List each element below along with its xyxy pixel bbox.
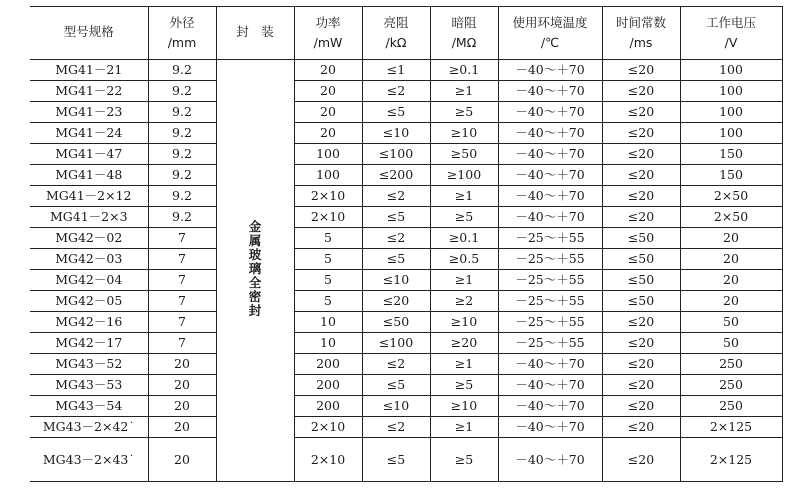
header-package xyxy=(216,7,294,60)
header-time-constant xyxy=(602,7,680,60)
header-time-unit: /ms xyxy=(629,35,653,50)
diameter-cell: 9.2 xyxy=(148,60,216,81)
table-row xyxy=(30,207,782,228)
model-cell: MG41－48 xyxy=(30,165,148,186)
dark-resistance-cell: ≥10 xyxy=(430,312,498,333)
diameter-cell: 20 xyxy=(148,375,216,396)
dark-resistance-cell: ≥10 xyxy=(430,123,498,144)
header-model xyxy=(30,7,148,60)
header-voltage-unit: /V xyxy=(724,35,738,50)
header-light-resistance xyxy=(362,7,430,60)
time-constant-cell: ≤20 xyxy=(602,165,680,186)
power-cell: 20 xyxy=(294,123,362,144)
table-row xyxy=(30,396,782,417)
light-resistance-cell: ≤2 xyxy=(362,417,430,438)
package-label: 金属玻璃全密封 xyxy=(248,219,262,318)
power-cell: 20 xyxy=(294,60,362,81)
dark-resistance-cell: ≥20 xyxy=(430,333,498,354)
time-constant-cell: ≤20 xyxy=(602,144,680,165)
light-resistance-cell: ≤10 xyxy=(362,123,430,144)
time-constant-cell: ≤20 xyxy=(602,312,680,333)
temperature-cell: －40～＋70 xyxy=(498,144,602,165)
time-constant-cell: ≤20 xyxy=(602,102,680,123)
diameter-cell: 7 xyxy=(148,249,216,270)
header-model-label: 型号规格 xyxy=(63,24,114,39)
voltage-cell: 250 xyxy=(680,354,782,375)
diameter-cell: 9.2 xyxy=(148,207,216,228)
header-power-unit: /mW xyxy=(313,35,343,50)
time-constant-cell: ≤50 xyxy=(602,228,680,249)
voltage-cell: 150 xyxy=(680,144,782,165)
light-resistance-cell: ≤2 xyxy=(362,186,430,207)
table-row xyxy=(30,102,782,123)
dark-resistance-cell: ≥1 xyxy=(430,417,498,438)
model-cell: MG41－2×12 xyxy=(30,186,148,207)
power-cell: 20 xyxy=(294,102,362,123)
diameter-cell: 20 xyxy=(148,417,216,438)
table-row xyxy=(30,60,782,81)
dark-resistance-cell: ≥5 xyxy=(430,207,498,228)
power-cell: 10 xyxy=(294,312,362,333)
header-voltage xyxy=(680,7,782,60)
time-constant-cell: ≤20 xyxy=(602,186,680,207)
light-resistance-cell: ≤5 xyxy=(362,438,430,482)
light-resistance-cell: ≤20 xyxy=(362,291,430,312)
dark-resistance-cell: ≥5 xyxy=(430,438,498,482)
model-cell: MG42－17 xyxy=(30,333,148,354)
voltage-cell: 250 xyxy=(680,375,782,396)
dark-resistance-cell: ≥0.1 xyxy=(430,60,498,81)
diameter-cell: 9.2 xyxy=(148,123,216,144)
diameter-cell: 20 xyxy=(148,396,216,417)
table-row xyxy=(30,249,782,270)
dark-resistance-cell: ≥5 xyxy=(430,375,498,396)
temperature-cell: －40～＋70 xyxy=(498,354,602,375)
model-cell: MG43－53 xyxy=(30,375,148,396)
power-cell: 2×10 xyxy=(294,186,362,207)
temperature-cell: －40～＋70 xyxy=(498,102,602,123)
model-cell: MG42－03 xyxy=(30,249,148,270)
package-cell xyxy=(216,60,294,482)
diameter-cell: 7 xyxy=(148,270,216,291)
header-power-label: 功率 xyxy=(315,15,341,30)
header-diameter xyxy=(148,7,216,60)
header-diameter-unit: /mm xyxy=(167,35,197,50)
voltage-cell: 2×125 xyxy=(680,438,782,482)
voltage-cell: 2×125 xyxy=(680,417,782,438)
table-row xyxy=(30,186,782,207)
light-resistance-cell: ≤50 xyxy=(362,312,430,333)
diameter-cell: 9.2 xyxy=(148,102,216,123)
temperature-cell: －40～＋70 xyxy=(498,165,602,186)
model-cell: MG43－2×42˙ xyxy=(30,417,148,438)
model-cell: MG41－22 xyxy=(30,81,148,102)
power-cell: 2×10 xyxy=(294,207,362,228)
table-row xyxy=(30,417,782,438)
diameter-cell: 20 xyxy=(148,438,216,482)
header-voltage-label: 工作电压 xyxy=(705,15,756,30)
header-package-label: 封 装 xyxy=(236,24,274,39)
table-row xyxy=(30,144,782,165)
light-resistance-cell: ≤100 xyxy=(362,333,430,354)
power-cell: 10 xyxy=(294,333,362,354)
table-body xyxy=(30,60,782,482)
model-cell: MG43－52 xyxy=(30,354,148,375)
model-cell: MG42－02 xyxy=(30,228,148,249)
dark-resistance-cell: ≥50 xyxy=(430,144,498,165)
spec-table xyxy=(30,6,783,482)
voltage-cell: 250 xyxy=(680,396,782,417)
dark-resistance-cell: ≥0.1 xyxy=(430,228,498,249)
header-dark-resistance xyxy=(430,7,498,60)
time-constant-cell: ≤20 xyxy=(602,333,680,354)
header-temperature xyxy=(498,7,602,60)
temperature-cell: －40～＋70 xyxy=(498,375,602,396)
time-constant-cell: ≤20 xyxy=(602,354,680,375)
time-constant-cell: ≤20 xyxy=(602,60,680,81)
voltage-cell: 2×50 xyxy=(680,186,782,207)
diameter-cell: 9.2 xyxy=(148,81,216,102)
table-row xyxy=(30,291,782,312)
voltage-cell: 50 xyxy=(680,333,782,354)
power-cell: 2×10 xyxy=(294,438,362,482)
dark-resistance-cell: ≥10 xyxy=(430,396,498,417)
temperature-cell: －25～＋55 xyxy=(498,249,602,270)
dark-resistance-cell: ≥5 xyxy=(430,102,498,123)
model-cell: MG43－54 xyxy=(30,396,148,417)
power-cell: 100 xyxy=(294,165,362,186)
voltage-cell: 20 xyxy=(680,291,782,312)
dark-resistance-cell: ≥1 xyxy=(430,186,498,207)
light-resistance-cell: ≤10 xyxy=(362,396,430,417)
temperature-cell: －25～＋55 xyxy=(498,270,602,291)
header-temp-unit: /℃ xyxy=(540,35,560,50)
diameter-cell: 9.2 xyxy=(148,186,216,207)
header-dark-unit: /MΩ xyxy=(451,35,477,50)
light-resistance-cell: ≤100 xyxy=(362,144,430,165)
header-power xyxy=(294,7,362,60)
voltage-cell: 50 xyxy=(680,312,782,333)
diameter-cell: 7 xyxy=(148,312,216,333)
model-cell: MG41－21 xyxy=(30,60,148,81)
time-constant-cell: ≤20 xyxy=(602,396,680,417)
header-temp-label: 使用环境温度 xyxy=(512,15,588,30)
light-resistance-cell: ≤200 xyxy=(362,165,430,186)
voltage-cell: 2×50 xyxy=(680,207,782,228)
diameter-cell: 7 xyxy=(148,333,216,354)
light-resistance-cell: ≤2 xyxy=(362,354,430,375)
dark-resistance-cell: ≥100 xyxy=(430,165,498,186)
voltage-cell: 100 xyxy=(680,102,782,123)
table-row xyxy=(30,123,782,144)
table-row xyxy=(30,333,782,354)
voltage-cell: 100 xyxy=(680,81,782,102)
light-resistance-cell: ≤5 xyxy=(362,207,430,228)
power-cell: 100 xyxy=(294,144,362,165)
dark-resistance-cell: ≥1 xyxy=(430,81,498,102)
voltage-cell: 150 xyxy=(680,165,782,186)
power-cell: 2×10 xyxy=(294,417,362,438)
power-cell: 5 xyxy=(294,228,362,249)
voltage-cell: 20 xyxy=(680,249,782,270)
diameter-cell: 20 xyxy=(148,354,216,375)
voltage-cell: 20 xyxy=(680,228,782,249)
temperature-cell: －40～＋70 xyxy=(498,396,602,417)
model-cell: MG41－24 xyxy=(30,123,148,144)
table-row xyxy=(30,228,782,249)
header-light-unit: /kΩ xyxy=(385,35,407,50)
power-cell: 5 xyxy=(294,270,362,291)
header-light-label: 亮阻 xyxy=(383,15,409,30)
temperature-cell: －40～＋70 xyxy=(498,123,602,144)
temperature-cell: －40～＋70 xyxy=(498,60,602,81)
table-row xyxy=(30,81,782,102)
time-constant-cell: ≤20 xyxy=(602,438,680,482)
model-cell: MG42－04 xyxy=(30,270,148,291)
table-row xyxy=(30,312,782,333)
model-cell: MG42－16 xyxy=(30,312,148,333)
light-resistance-cell: ≤5 xyxy=(362,102,430,123)
model-cell: MG43－2×43˙ xyxy=(30,438,148,482)
diameter-cell: 9.2 xyxy=(148,144,216,165)
temperature-cell: －40～＋70 xyxy=(498,81,602,102)
diameter-cell: 9.2 xyxy=(148,165,216,186)
dark-resistance-cell: ≥2 xyxy=(430,291,498,312)
diameter-cell: 7 xyxy=(148,228,216,249)
time-constant-cell: ≤50 xyxy=(602,270,680,291)
table-row xyxy=(30,375,782,396)
header-row xyxy=(30,7,782,60)
temperature-cell: －40～＋70 xyxy=(498,417,602,438)
time-constant-cell: ≤50 xyxy=(602,249,680,270)
header-diameter-label: 外径 xyxy=(169,15,195,30)
voltage-cell: 100 xyxy=(680,60,782,81)
voltage-cell: 20 xyxy=(680,270,782,291)
power-cell: 200 xyxy=(294,396,362,417)
light-resistance-cell: ≤5 xyxy=(362,375,430,396)
model-cell: MG41－23 xyxy=(30,102,148,123)
temperature-cell: －25～＋55 xyxy=(498,228,602,249)
light-resistance-cell: ≤2 xyxy=(362,228,430,249)
diameter-cell: 7 xyxy=(148,291,216,312)
temperature-cell: －40～＋70 xyxy=(498,207,602,228)
dark-resistance-cell: ≥1 xyxy=(430,354,498,375)
time-constant-cell: ≤20 xyxy=(602,81,680,102)
time-constant-cell: ≤50 xyxy=(602,291,680,312)
table-row xyxy=(30,270,782,291)
voltage-cell: 100 xyxy=(680,123,782,144)
time-constant-cell: ≤20 xyxy=(602,123,680,144)
header-dark-label: 暗阻 xyxy=(451,15,477,30)
light-resistance-cell: ≤10 xyxy=(362,270,430,291)
time-constant-cell: ≤20 xyxy=(602,375,680,396)
temperature-cell: －40～＋70 xyxy=(498,438,602,482)
temperature-cell: －25～＋55 xyxy=(498,333,602,354)
power-cell: 200 xyxy=(294,354,362,375)
power-cell: 5 xyxy=(294,249,362,270)
model-cell: MG42－05 xyxy=(30,291,148,312)
temperature-cell: －25～＋55 xyxy=(498,312,602,333)
power-cell: 5 xyxy=(294,291,362,312)
temperature-cell: －25～＋55 xyxy=(498,291,602,312)
temperature-cell: －40～＋70 xyxy=(498,186,602,207)
table-row xyxy=(30,354,782,375)
header-time-label: 时间常数 xyxy=(615,15,666,30)
time-constant-cell: ≤20 xyxy=(602,207,680,228)
model-cell: MG41－47 xyxy=(30,144,148,165)
power-cell: 20 xyxy=(294,81,362,102)
dark-resistance-cell: ≥1 xyxy=(430,270,498,291)
dark-resistance-cell: ≥0.5 xyxy=(430,249,498,270)
light-resistance-cell: ≤5 xyxy=(362,249,430,270)
light-resistance-cell: ≤1 xyxy=(362,60,430,81)
table-row xyxy=(30,438,782,482)
power-cell: 200 xyxy=(294,375,362,396)
time-constant-cell: ≤20 xyxy=(602,417,680,438)
table-row xyxy=(30,165,782,186)
light-resistance-cell: ≤2 xyxy=(362,81,430,102)
model-cell: MG41－2×3 xyxy=(30,207,148,228)
